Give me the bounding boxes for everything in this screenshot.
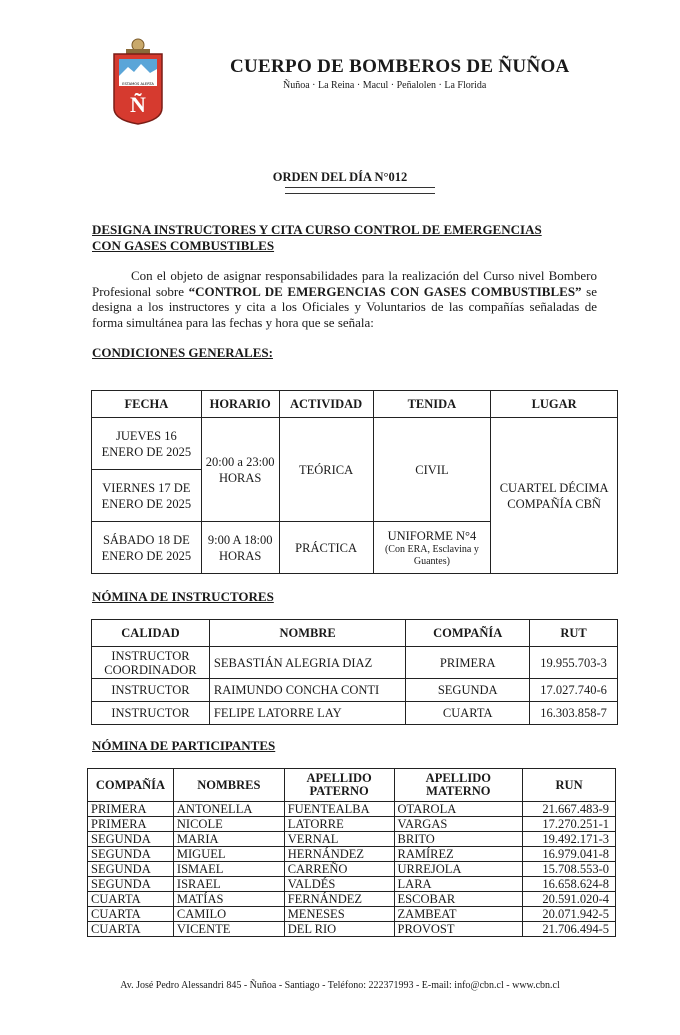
participant-run: 16.658.624-8 (523, 877, 616, 892)
fire-department-logo (112, 36, 164, 126)
schedule-table (91, 390, 618, 574)
header-run: RUN (523, 769, 616, 802)
participant-row (88, 817, 616, 832)
participant-paternal-surname: DEL RIO (284, 922, 394, 937)
svg-text:ESTAMOS ALERTA: ESTAMOS ALERTA (122, 82, 154, 86)
instructor-role: INSTRUCTOR (92, 702, 210, 725)
participant-maternal-surname: RAMÍREZ (394, 847, 523, 862)
instructor-row (92, 702, 618, 725)
header-compania: COMPAÑÍA (88, 769, 174, 802)
instructor-company: PRIMERA (406, 647, 530, 679)
participant-company: CUARTA (88, 922, 174, 937)
conditions-heading: CONDICIONES GENERALES: (92, 345, 273, 360)
organization-communes: Ñuñoa · La Reina · Macul · Peñalolen · La Florida (283, 80, 487, 91)
participant-run: 16.979.041-8 (523, 847, 616, 862)
participant-paternal-surname: MENESES (284, 907, 394, 922)
svg-text:Ñ: Ñ (130, 92, 146, 117)
intro-course-name: “CONTROL DE EMERGENCIAS CON GASES COMBUSTIBLES” (188, 283, 582, 299)
participant-company: CUARTA (88, 892, 174, 907)
activity-cell: PRÁCTICA (279, 522, 373, 574)
participant-first-name: ANTONELLA (173, 802, 284, 817)
activity-cell: TEÓRICA (279, 418, 373, 522)
header-apellido-paterno: APELLIDO PATERNO (284, 769, 394, 802)
instructor-role: INSTRUCTOR COORDINADOR (92, 647, 210, 679)
participant-first-name: MIGUEL (173, 847, 284, 862)
participant-row (88, 847, 616, 862)
schedule-row (92, 418, 618, 470)
participant-paternal-surname: CARREÑO (284, 862, 394, 877)
participant-row (88, 922, 616, 937)
instructors-table (91, 619, 618, 725)
date-cell: JUEVES 16 ENERO DE 2025 (92, 418, 202, 470)
participants-table (87, 768, 616, 937)
instructor-role: INSTRUCTOR (92, 679, 210, 702)
participant-first-name: ISRAEL (173, 877, 284, 892)
participant-maternal-surname: OTAROLA (394, 802, 523, 817)
participant-run: 21.667.483-9 (523, 802, 616, 817)
participant-paternal-surname: HERNÁNDEZ (284, 847, 394, 862)
order-subject (92, 222, 592, 254)
header-nombres: NOMBRES (173, 769, 284, 802)
participant-maternal-surname: LARA (394, 877, 523, 892)
order-title: ORDEN DEL DÍA N°012 (272, 170, 408, 184)
participant-company: SEGUNDA (88, 862, 174, 877)
participant-first-name: NICOLE (173, 817, 284, 832)
attire-note: (Con ERA, Esclavina y Guantes) (384, 543, 479, 567)
subject-line-2: CON GASES COMBUSTIBLES (92, 238, 275, 253)
participant-company: SEGUNDA (88, 877, 174, 892)
time-cell: 20:00 a 23:00 HORAS (201, 418, 279, 522)
participant-row (88, 892, 616, 907)
participant-first-name: ISMAEL (173, 862, 284, 877)
title-double-rule (285, 187, 435, 194)
instructors-header-row (92, 620, 618, 647)
participants-heading: NÓMINA DE PARTICIPANTES (92, 738, 276, 753)
attire-uniform: UNIFORME N°4 (387, 528, 477, 543)
participants-header-row (88, 769, 616, 802)
participant-paternal-surname: VALDÉS (284, 877, 394, 892)
attire-cell: CIVIL (373, 418, 491, 522)
instructor-rut: 17.027.740-6 (530, 679, 618, 702)
participant-first-name: VICENTE (173, 922, 284, 937)
attire-cell (373, 522, 491, 574)
time-cell: 9:00 A 18:00 HORAS (201, 522, 279, 574)
participant-paternal-surname: LATORRE (284, 817, 394, 832)
header-rut: RUT (530, 620, 618, 647)
participant-first-name: CAMILO (173, 907, 284, 922)
instructor-row (92, 647, 618, 679)
participant-company: PRIMERA (88, 817, 174, 832)
instructor-name: RAIMUNDO CONCHA CONTI (209, 679, 405, 702)
intro-paragraph (92, 268, 597, 330)
header-fecha: FECHA (92, 391, 202, 418)
header-actividad: ACTIVIDAD (279, 391, 373, 418)
date-cell: SÁBADO 18 DE ENERO DE 2025 (92, 522, 202, 574)
participant-row (88, 832, 616, 847)
participant-paternal-surname: FERNÁNDEZ (284, 892, 394, 907)
header-nombre: NOMBRE (209, 620, 405, 647)
participant-run: 19.492.171-3 (523, 832, 616, 847)
instructor-rut: 16.303.858-7 (530, 702, 618, 725)
participant-run: 17.270.251-1 (523, 817, 616, 832)
participant-company: PRIMERA (88, 802, 174, 817)
footer-contact: Av. José Pedro Alessandri 845 - Ñuñoa - Santiago - Teléfono: 222371993 - E-mail: info@cbn.cl - www.cbn.cl (120, 980, 560, 991)
instructor-name: SEBASTIÁN ALEGRIA DIAZ (209, 647, 405, 679)
participant-row (88, 862, 616, 877)
participant-maternal-surname: BRITO (394, 832, 523, 847)
participant-maternal-surname: ESCOBAR (394, 892, 523, 907)
header-apellido-materno: APELLIDO MATERNO (394, 769, 523, 802)
intro-text-part1: Con el objeto de asignar responsabilidades para la realización del Curso nivel Bombero Profesional sobre (92, 268, 597, 299)
place-cell: CUARTEL DÉCIMA COMPAÑÍA CBÑ (491, 418, 618, 574)
instructor-row (92, 679, 618, 702)
participant-first-name: MATÍAS (173, 892, 284, 907)
instructor-rut: 19.955.703-3 (530, 647, 618, 679)
participant-company: SEGUNDA (88, 832, 174, 847)
intro-text-part2: se designa a los instructores y cita a los Oficiales y Voluntarios de las compañías señaladas de forma simultánea para las fechas y hora que se señala: (92, 283, 597, 330)
header-calidad: CALIDAD (92, 620, 210, 647)
participant-run: 21.706.494-5 (523, 922, 616, 937)
participant-company: CUARTA (88, 907, 174, 922)
participant-maternal-surname: URREJOLA (394, 862, 523, 877)
participant-maternal-surname: PROVOST (394, 922, 523, 937)
participant-row (88, 802, 616, 817)
participant-paternal-surname: VERNAL (284, 832, 394, 847)
header-tenida: TENIDA (373, 391, 491, 418)
organization-name: CUERPO DE BOMBEROS DE ÑUÑOA (230, 56, 570, 77)
instructor-company: SEGUNDA (406, 679, 530, 702)
instructor-name: FELIPE LATORRE LAY (209, 702, 405, 725)
header-horario: HORARIO (201, 391, 279, 418)
instructors-heading: NÓMINA DE INSTRUCTORES (92, 589, 274, 604)
header-compania: COMPAÑÍA (406, 620, 530, 647)
participant-maternal-surname: VARGAS (394, 817, 523, 832)
participant-company: SEGUNDA (88, 847, 174, 862)
participant-first-name: MARIA (173, 832, 284, 847)
participant-run: 20.591.020-4 (523, 892, 616, 907)
schedule-header-row (92, 391, 618, 418)
subject-line-1: DESIGNA INSTRUCTORES Y CITA CURSO CONTROL DE EMERGENCIAS (92, 222, 542, 237)
header-lugar: LUGAR (491, 391, 618, 418)
participant-row (88, 907, 616, 922)
participant-run: 15.708.553-0 (523, 862, 616, 877)
participant-run: 20.071.942-5 (523, 907, 616, 922)
participant-maternal-surname: ZAMBEAT (394, 907, 523, 922)
participant-rows (88, 802, 616, 937)
participant-row (88, 877, 616, 892)
date-cell: VIERNES 17 DE ENERO DE 2025 (92, 470, 202, 522)
participant-paternal-surname: FUENTEALBA (284, 802, 394, 817)
instructor-company: CUARTA (406, 702, 530, 725)
